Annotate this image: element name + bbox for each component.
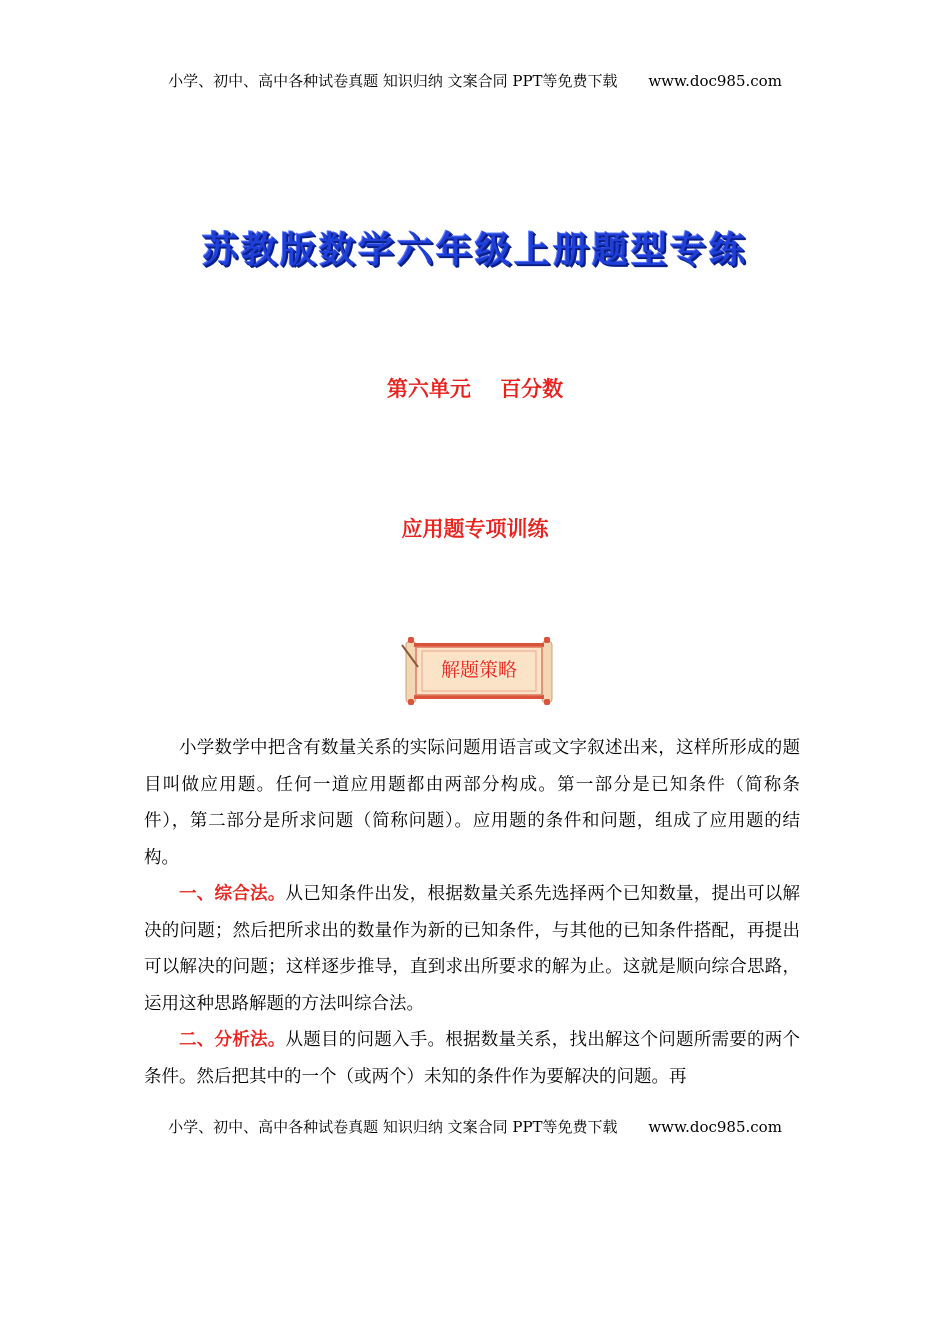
strategy-banner [400,637,558,705]
section-subtitle: 应用题专项训练 [401,517,549,541]
method-paragraph-analysis [144,1022,800,1095]
strategy-banner-label: 解题策略 [440,659,517,681]
strategy-content [144,730,800,1095]
method-label-analysis: 二、分析法。 [179,1030,286,1050]
page-header [0,70,950,91]
method-label-synthesis: 一、综合法。 [179,884,286,904]
method-paragraph-synthesis [144,876,800,1022]
method-text-analysis: 从题目的问题入手。根据数量关系，找出解这个问题所需要的两个条件。然后把其中的一个（或两个）未知的条件作为要解决的问题。再 [144,1030,800,1087]
document-title: 苏教版数学六年级上册题型专练 [201,230,748,271]
unit-title: 第六单元 百分数 [386,377,564,401]
footer-site-url[interactable]: www.doc985.com [648,1118,782,1136]
intro-paragraph: 小学数学中把含有数量关系的实际问题用语言或文字叙述出来，这样所形成的题目叫做应用题。任何一道应用题都由两部分构成。第一部分是已知条件（简称条件），第二部分是所求问题（简称问题）。应用题的条件和问题，组成了应用题的结构。 [144,738,800,868]
method-text-synthesis: 从已知条件出发，根据数量关系先选择两个已知数量，提出可以解决的问题；然后把所求出的数量作为新的已知条件，与其他的已知条件搭配，再提出可以解决的问题；这样逐步推导，直到求出所要求的解为止。这就是顺向综合思路，运用这种思路解题的方法叫综合法。 [144,884,800,1014]
page-footer [0,1116,950,1137]
footer-tagline: 小学、初中、高中各种试卷真题 知识归纳 文案合同 PPT等免费下载 [168,1118,618,1136]
header-site-url[interactable]: www.doc985.com [648,72,782,90]
header-tagline: 小学、初中、高中各种试卷真题 知识归纳 文案合同 PPT等免费下载 [168,72,618,90]
